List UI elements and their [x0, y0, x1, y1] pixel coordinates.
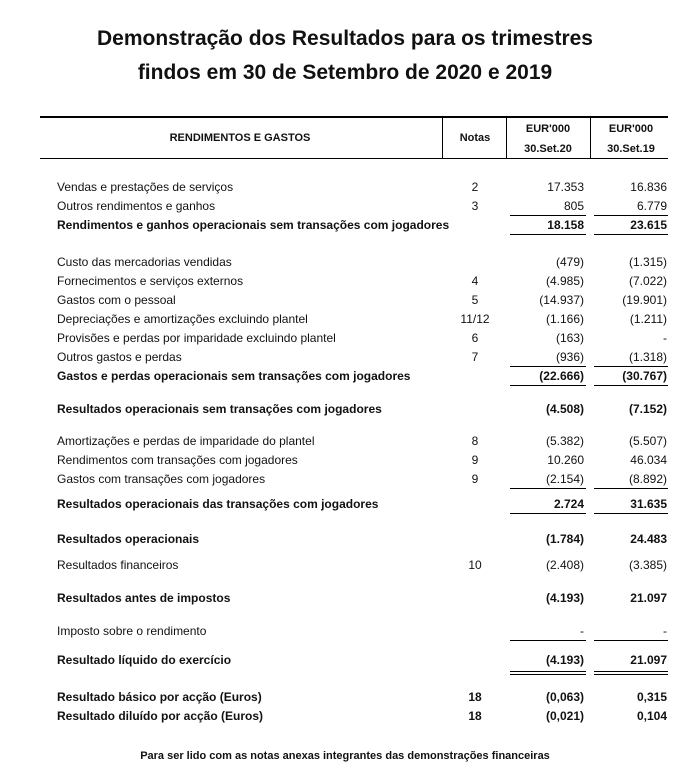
subtotal-rule: [594, 385, 668, 386]
header-separator: [590, 118, 591, 158]
table-row: Vendas e prestações de serviços 2 17.353 16.836: [57, 180, 667, 194]
table-row: Resultados financeiros 10 (2.408) (3.385): [57, 558, 667, 572]
table-row: Provisões e perdas por imparidade excluindo plantel 6 (163) -: [57, 331, 667, 345]
header-col2-date: 30.Set.19: [607, 143, 655, 155]
header-col1-date: 30.Set.20: [524, 143, 572, 155]
table-row: Fornecimentos e serviços externos 4 (4.985) (7.022): [57, 274, 667, 288]
table-row: Rendimentos com transações com jogadores 9 10.260 46.034: [57, 453, 667, 467]
table-row-subtotal: Resultados operacionais das transações com jogadores 2.724 31.635: [57, 497, 667, 511]
table-row-subtotal: Gastos e perdas operacionais sem transações com jogadores (22.666) (30.767): [57, 369, 667, 383]
subtotal-rule: [594, 640, 668, 641]
table-row-subtotal: Rendimentos e ganhos operacionais sem transações com jogadores 18.158 23.615: [57, 218, 667, 232]
header-col2-currency: EUR'000: [608, 123, 654, 135]
table-row-subtotal: Resultados operacionais sem transações com jogadores (4.508) (7.152): [57, 402, 667, 416]
subtotal-rule: [510, 640, 586, 641]
total-double-rule: [594, 671, 668, 672]
table-row: Imposto sobre o rendimento - -: [57, 624, 667, 638]
header-bottom-rule: [40, 158, 668, 159]
subtotal-rule: [510, 513, 586, 514]
table-row: Amortizações e perdas de imparidade do plantel 8 (5.382) (5.507): [57, 434, 667, 448]
statement-title-line2: findos em 30 de Setembro de 2020 e 2019: [137, 61, 553, 84]
subtotal-rule: [594, 513, 668, 514]
table-row-subtotal: Resultados operacionais (1.784) 24.483: [57, 532, 667, 546]
table-row: Outros gastos e perdas 7 (936) (1.318): [57, 350, 667, 364]
table-row-total: Resultado líquido do exercício (4.193) 21.097: [57, 653, 667, 667]
table-row-eps: Resultado diluído por acção (Euros) 18 (0,021) 0,104: [57, 709, 667, 723]
subtotal-rule: [594, 234, 668, 235]
header-label: RENDIMENTOS E GASTOS: [169, 132, 311, 144]
subtotal-rule: [510, 234, 586, 235]
total-double-rule: [594, 674, 668, 675]
total-double-rule: [510, 671, 586, 672]
subtotal-rule: [594, 488, 668, 489]
header-notas: Notas: [459, 132, 491, 144]
table-row: Gastos com o pessoal 5 (14.937) (19.901): [57, 293, 667, 307]
header-col1-currency: EUR'000: [525, 123, 571, 135]
header-top-rule: [40, 116, 668, 118]
subtotal-rule: [510, 385, 586, 386]
table-row: Outros rendimentos e ganhos 3 805 6.779: [57, 199, 667, 213]
table-row-subtotal: Resultados antes de impostos (4.193) 21.097: [57, 591, 667, 605]
header-separator: [506, 118, 507, 158]
total-double-rule: [510, 674, 586, 675]
table-row: Gastos com transações com jogadores 9 (2.154) (8.892): [57, 472, 667, 486]
table-row-eps: Resultado básico por acção (Euros) 18 (0,063) 0,315: [57, 690, 667, 704]
table-row: Custo das mercadorias vendidas (479) (1.315): [57, 255, 667, 269]
subtotal-rule: [510, 488, 586, 489]
table-row: Depreciações e amortizações excluindo plantel 11/12 (1.166) (1.211): [57, 312, 667, 326]
header-separator: [442, 118, 443, 158]
footer-note: Para ser lido com as notas anexas integrantes das demonstrações financeiras: [140, 750, 550, 762]
statement-title-line1: Demonstração dos Resultados para os trimestres: [96, 27, 593, 50]
